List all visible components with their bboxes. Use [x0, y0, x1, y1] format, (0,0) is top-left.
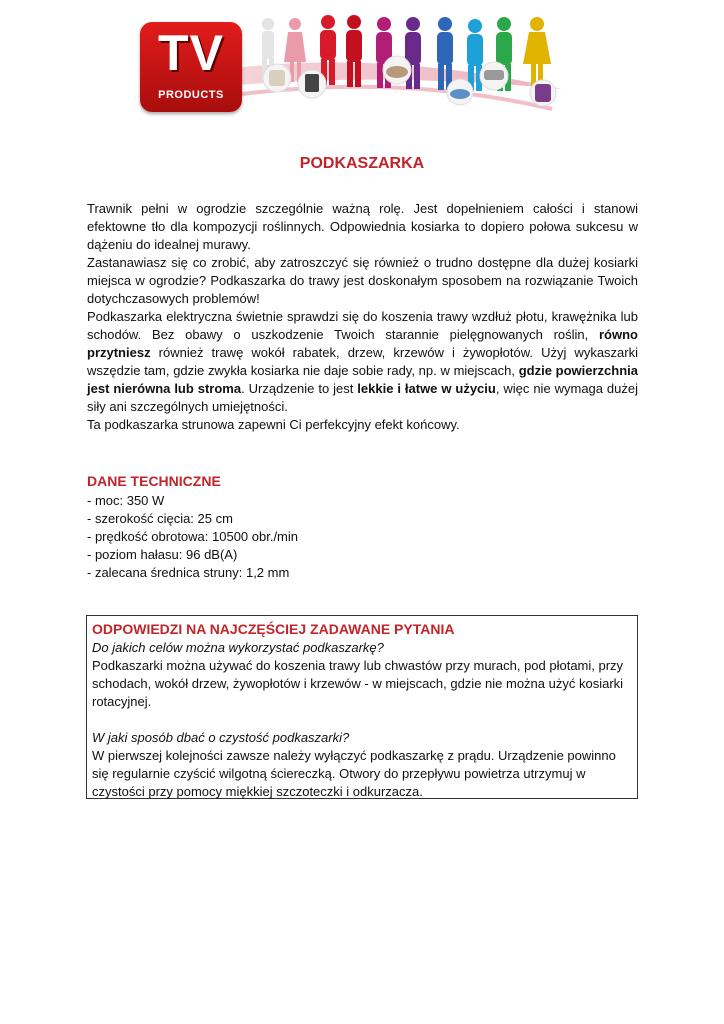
faq-heading: ODPOWIEDZI NA NAJCZĘŚCIEJ ZADAWANE PYTANIA [92, 621, 455, 637]
paragraph-3-text-3: . Urządzenie to jest [241, 381, 358, 396]
faq-answer-2: W pierwszej kolejności zawsze należy wyłączyć podkaszarkę z prądu. Urządzenie powinno się regularnie czyścić wilgotną ściereczką. Otwory do przepływu powietrza utrzymuj w czystości przy pomocy miękkiej szczoteczki i odkurzacza. [92, 748, 616, 799]
logo-main-text: TV [158, 25, 224, 81]
paragraph-3-bold-3: lekkie i łatwe w użyciu [357, 381, 496, 396]
spec-item-rotation-speed: - prędkość obrotowa: 10500 obr./min [87, 529, 299, 544]
description-paragraph-4: Ta podkaszarka strunowa zapewni Ci perfekcyjny efekt końcowy. [87, 417, 460, 432]
header-banner [132, 14, 572, 114]
tv-products-logo [140, 22, 242, 112]
logo-sub-text: PRODUCTS [158, 89, 224, 101]
faq-spacer [92, 711, 631, 729]
product-description [87, 200, 638, 434]
description-paragraph-2: Zastanawiasz się co zrobić, aby zatroszczyć się również o trudno dostępne dla dużej kosiarki miejsca w ogrodzie? Podkaszarka do trawy jest doskonałym sposobem na rozwiązanie Twoich dotychczasowych problemów! [87, 255, 638, 306]
spec-item-cutting-width: - szerokość cięcia: 25 cm [87, 511, 233, 526]
paragraph-3-bold-1: równo przytniesz [87, 327, 638, 360]
faq-answer-1: Podkaszarki można używać do koszenia trawy lub chwastów przy murach, pod płotami, przy schodach, wokół drzew, żywopłotów i krzewów - w miejscach, gdzie nie można użyć kosiarki rotacyjnej. [92, 658, 624, 709]
paragraph-3-text-1: Podkaszarka elektryczna świetnie sprawdzi się do koszenia trawy wzdłuż płotu, krawężnika lub schodów. Bez obawy o uszkodzenie Twoich starannie pielęgnowanych roślin, [87, 309, 638, 342]
faq-question-2: W jaki sposób dbać o czystość podkaszarki? [92, 730, 350, 745]
paragraph-3-bold-2: gdzie powierzchnia jest nierówna lub stroma [87, 363, 638, 396]
description-paragraph-1: Trawnik pełni w ogrodzie szczególnie ważną rolę. Jest dopełnieniem całości i stanowi efektowne tło dla kompozycji roślinnych. Odpowiednia kosiarka to dopiero połowa sukcesu w dążeniu do idealnej murawy. [87, 201, 638, 252]
paragraph-3-text-4: , więc nie wymaga dużej siły ani szczególnych umiejętności. [87, 381, 639, 414]
technical-specs [87, 472, 638, 582]
page-title: PODKASZARKA [299, 155, 425, 172]
spec-item-noise-level: - poziom hałasu: 96 dB(A) [87, 547, 238, 562]
specs-list [87, 492, 638, 582]
paragraph-3-text-2: również trawę wokół rabatek, drzew, krzewów i żywopłotów. Użyj wykaszarki wszędzie tam, gdzie zwykła kosiarka nie daje sobie rady, np. w miejscach, [87, 345, 638, 378]
spec-item-line-diameter: - zalecana średnica struny: 1,2 mm [87, 565, 290, 580]
spec-item-power: - moc: 350 W [87, 493, 165, 508]
specs-heading: DANE TECHNICZNE [87, 473, 221, 489]
description-paragraph-3 [87, 308, 638, 416]
faq-box [86, 615, 638, 799]
faq-question-1: Do jakich celów można wykorzystać podkaszarkę? [92, 640, 384, 655]
